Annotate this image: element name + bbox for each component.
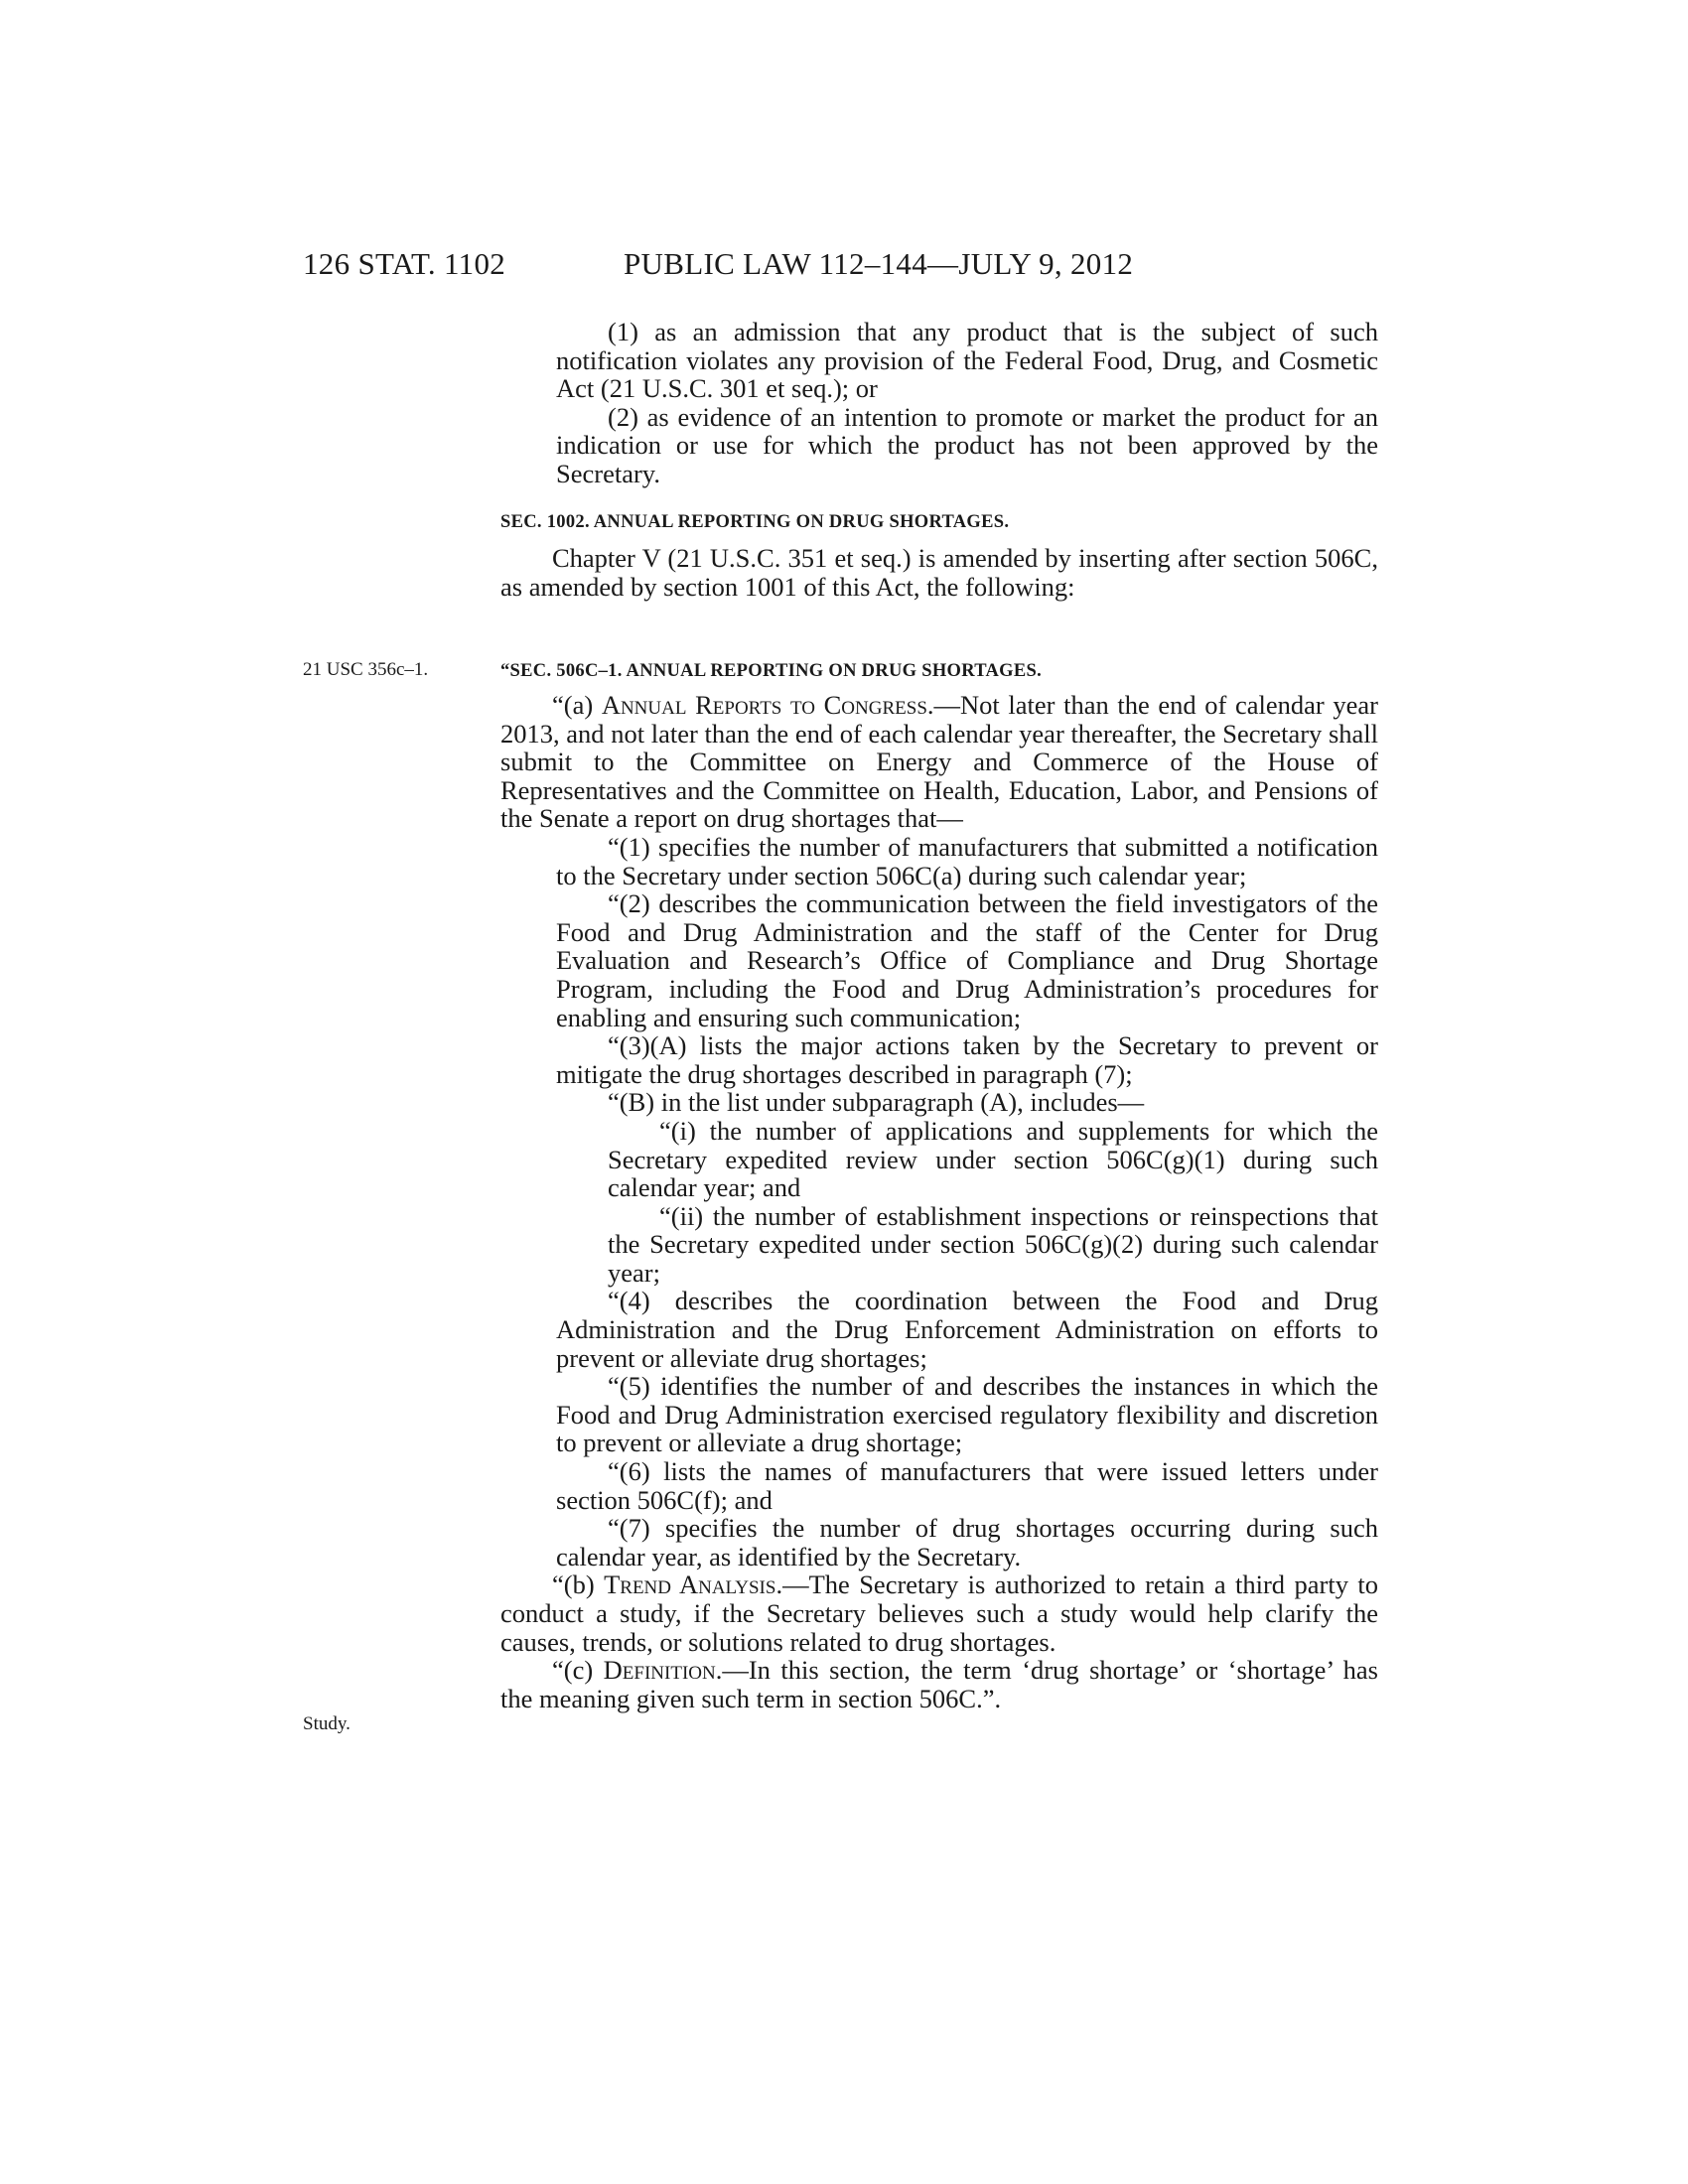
usc-margin-note: 21 USC 356c–1.	[303, 659, 429, 680]
subsection-c-text: .—In this section, the term ‘drug shortage’ or ‘shortage’ has the meaning given such term in section 506C.”.	[500, 1655, 1378, 1713]
stat-reference: 126 STAT. 1102	[303, 246, 506, 281]
page-title: PUBLIC LAW 112–144—JULY 9, 2012	[624, 246, 1134, 281]
subsection-a-text: .—Not later than the end of calendar year 2013, and not later than the end of each calendar year thereafter, the Secretary shall submit to the Committee on Energy and Commerce of the House of Representatives and the Committee on Health, Education, Labor, and Pensions of the Senate a report on drug shortages that—	[500, 690, 1378, 834]
continuation-paragraph-2: (2) as evidence of an intention to promote or market the product for an indication or use for which the product has not been approved by the Secretary.	[556, 401, 1378, 488]
section-1002-text-block	[500, 544, 1378, 601]
subsection-c	[500, 1656, 1378, 1712]
subsection-a	[500, 691, 1378, 833]
subsection-b-heading: Trend Analysis	[604, 1570, 776, 1600]
subsection-a-heading: Annual Reports to Congress	[601, 690, 927, 720]
paragraph-a4: “(4) describes the coordination between the Food and Drug Administration and the Drug Enforcement Administration on efforts to prevent or alleviate drug shortages;	[556, 1286, 1378, 1373]
paragraph-a1: “(1) specifies the number of manufacturers that submitted a notification to the Secretary under section 506C(a) during such calendar year;	[556, 831, 1378, 890]
subsection-c-heading: Definition	[603, 1655, 716, 1686]
section-506c1-heading: “SEC. 506C–1. ANNUAL REPORTING ON DRUG SHORTAGES.	[500, 661, 1043, 681]
paragraph-a7: “(7) specifies the number of drug shortages occurring during such calendar year, as identified by the Secretary.	[556, 1513, 1378, 1571]
subsection-a-prefix: “(a)	[552, 690, 602, 720]
clause-a3Bii: “(ii) the number of establishment inspections or reinspections that the Secretary expedited under section 506C(g)(2) during such calendar year;	[608, 1200, 1378, 1288]
section-1002-heading: SEC. 1002. ANNUAL REPORTING ON DRUG SHORTAGES.	[500, 512, 1010, 532]
subsection-b-text: .—The Secretary is authorized to retain a third party to conduct a study, if the Secretary believes such a study would help clarify the causes, trends, or solutions related to drug shortages.	[500, 1570, 1378, 1657]
subsection-b	[500, 1570, 1378, 1656]
subsection-c-prefix: “(c)	[552, 1655, 604, 1686]
clause-a3Bi: “(i) the number of applications and supplements for which the Secretary expedited review under section 506C(g)(1) during such calendar year; and	[608, 1115, 1378, 1203]
paragraph-a3A: “(3)(A) lists the major actions taken by the Secretary to prevent or mitigate the drug shortages described in paragraph (7);	[556, 1030, 1378, 1089]
continuation-paragraph-1: (1) as an admission that any product that is the subject of such notification violates any provision of the Federal Food, Drug, and Cosmetic Act (21 U.S.C. 301 et seq.); or	[556, 317, 1378, 404]
paragraph-a6: “(6) lists the names of manufacturers that were issued letters under section 506C(f); and	[556, 1456, 1378, 1515]
study-margin-note: Study.	[303, 1713, 351, 1734]
continuation-block	[500, 318, 1378, 488]
subsection-b-prefix: “(b)	[552, 1570, 605, 1600]
section-506c1-body	[500, 691, 1378, 1712]
section-1002-text: Chapter V (21 U.S.C. 351 et seq.) is amended by inserting after section 506C, as amended by section 1001 of this Act, the following:	[500, 543, 1378, 602]
paragraph-a3B: “(B) in the list under subparagraph (A), includes—	[608, 1087, 1145, 1118]
paragraph-a5: “(5) identifies the number of and describes the instances in which the Food and Drug Administration exercised regulatory flexibility and discretion to prevent or alleviate a drug shortage;	[556, 1371, 1378, 1458]
paragraph-a2: “(2) describes the communication between the field investigators of the Food and Drug Administration and the staff of the Center for Drug Evaluation and Research’s Office of Compliance and Drug Shortage Program, including the Food and Drug Administration’s procedures for enabling and ensuring such communication;	[556, 888, 1378, 1032]
